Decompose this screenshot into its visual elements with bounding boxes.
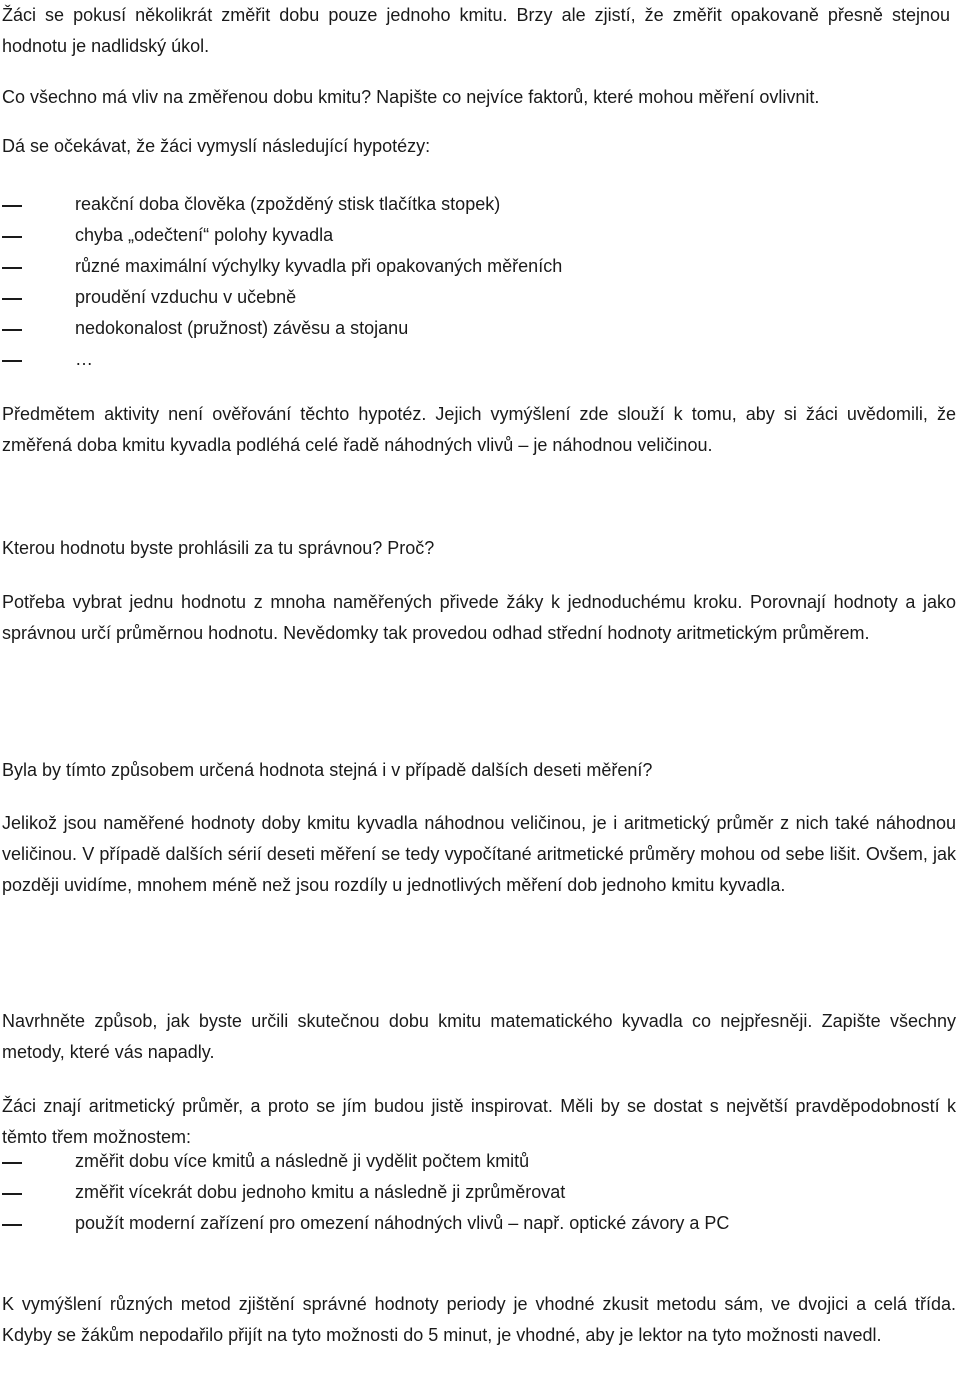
dash-bullet — [2, 298, 22, 300]
list-item: nedokonalost (pružnost) závěsu a stojanu — [2, 313, 562, 344]
random-variable-paragraph: Jelikož jsou naměřené hodnoty doby kmitu kyvadla náhodnou veličinou, je i aritmetický průměr z nich také náhodnou veličinou. V případě dalších sérií deseti měření se tedy vypočítané aritmetické průměry mohou od sebe lišit. Ovšem, jak později uvidíme, mnohem méně než jsou rozdíly u jednotlivých měření dob jednoho kmitu kyvadla. — [2, 813, 956, 895]
dash-bullet — [2, 236, 22, 238]
question-correct-value: Kterou hodnotu byste prohlásili za tu správnou? Proč? — [2, 538, 435, 558]
dash-bullet — [2, 360, 22, 362]
question-factors: Co všechno má vliv na změřenou dobu kmitu? Napište co nejvíce faktorů, které mohou měření ovlivnit. — [2, 87, 820, 107]
closing-paragraph: K vymýšlení různých metod zjištění správné hodnoty periody je vhodné zkusit metodu sám, ve dvojici a celá třída. Kdyby se žákům nepodařilo přijít na tyto možnosti do 5 minut, je vhodné, aby je lektor na tyto možnosti navedl. — [2, 1294, 956, 1345]
list-item: proudění vzduchu v učebně — [2, 282, 562, 313]
list-item: použít moderní zařízení pro omezení náhodných vlivů – např. optické závory a PC — [2, 1208, 729, 1239]
list-item: … — [2, 344, 562, 375]
list-item: chyba „odečtení“ polohy kyvadla — [2, 220, 562, 251]
list-item: změřit dobu více kmitů a následně ji vydělit počtem kmitů — [2, 1146, 729, 1177]
dash-bullet — [2, 1162, 22, 1164]
intro-paragraph: Žáci se pokusí několikrát změřit dobu pouze jednoho kmitu. Brzy ale zjistí, že změřit opakovaně přesně stejnou hodnotu je nadlidský úkol. — [2, 5, 950, 56]
dash-bullet — [2, 329, 22, 331]
dash-bullet — [2, 1193, 22, 1195]
dash-bullet — [2, 205, 22, 207]
dash-bullet — [2, 1224, 22, 1226]
hypotheses-list — [2, 189, 562, 375]
methods-list — [2, 1146, 729, 1239]
hypotheses-purpose-paragraph: Předmětem aktivity není ověřování těchto hypotéz. Jejich vymýšlení zde slouží k tomu, aby si žáci uvědomili, že změřená doba kmitu kyvadla podléhá celé řadě náhodných vlivů – je náhodnou veličinou. — [2, 404, 956, 455]
question-repeat: Byla by tímto způsobem určená hodnota stejná i v případě dalších deseti měření? — [2, 760, 653, 780]
list-item: změřit vícekrát dobu jednoho kmitu a následně ji zprůměrovat — [2, 1177, 729, 1208]
hypotheses-intro: Dá se očekávat, že žáci vymyslí následující hypotézy: — [2, 136, 431, 156]
dash-bullet — [2, 267, 22, 269]
methods-intro-paragraph: Žáci znají aritmetický průměr, a proto se jím budou jistě inspirovat. Měli by se dostat s největší pravděpodobností k těmto třem možnostem: — [2, 1096, 956, 1147]
average-paragraph: Potřeba vybrat jednu hodnotu z mnoha naměřených přivede žáky k jednoduchému kroku. Porovnají hodnoty a jako správnou určí průměrnou hodnotu. Nevědomky tak provedou odhad střední hodnoty aritmetickým průměrem. — [2, 592, 956, 643]
list-item: různé maximální výchylky kyvadla při opakovaných měřeních — [2, 251, 562, 282]
list-item: reakční doba člověka (zpožděný stisk tlačítka stopek) — [2, 189, 562, 220]
question-method: Navrhněte způsob, jak byste určili skutečnou dobu kmitu matematického kyvadla co nejpřesněji. Zapište všechny metody, které vás napadly. — [2, 1011, 956, 1062]
